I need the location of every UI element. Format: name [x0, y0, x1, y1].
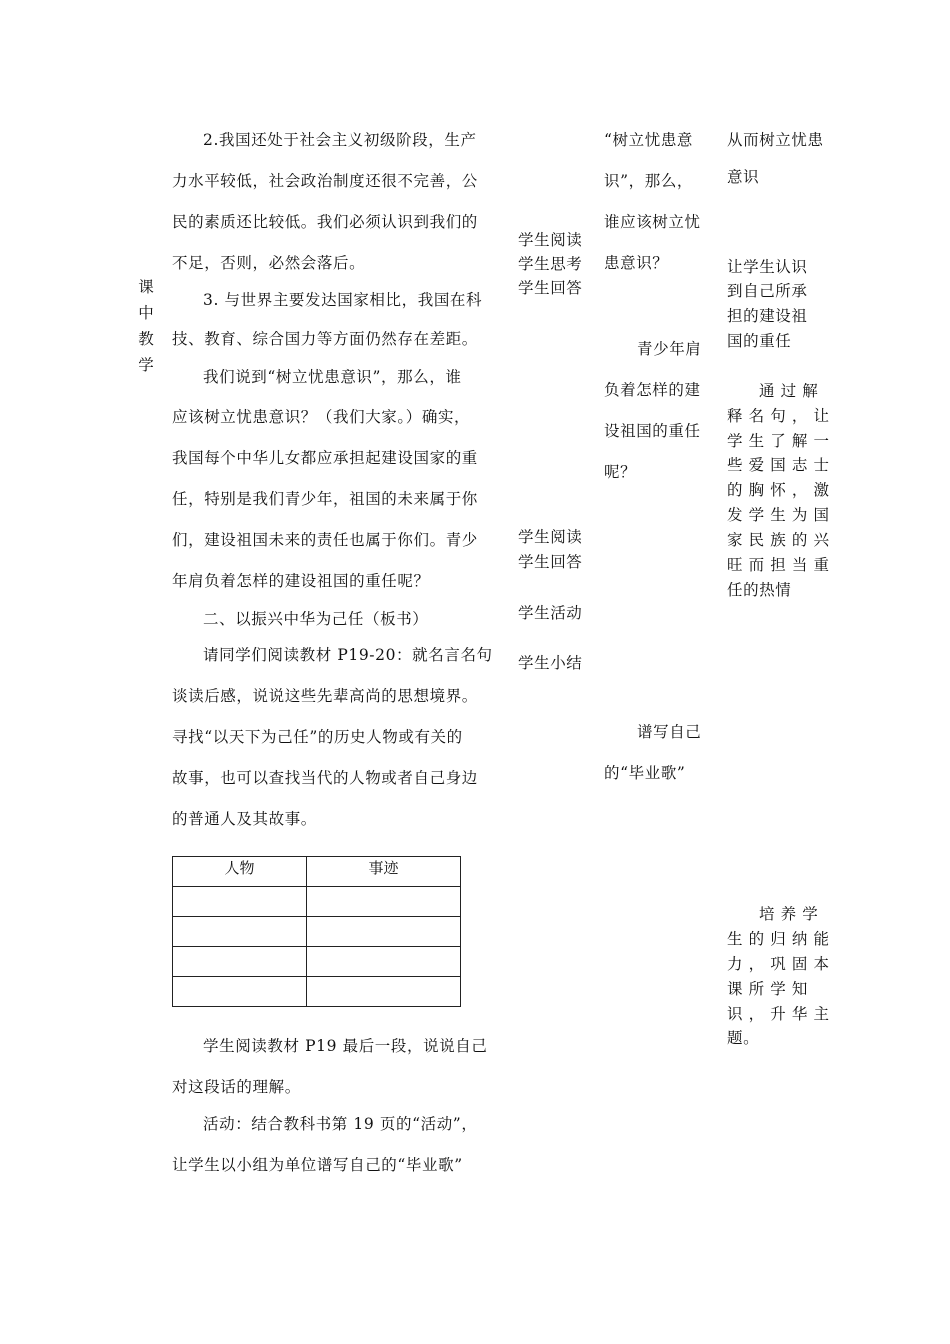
main-line: 学生阅读教材 P19 最后一段，说说自己	[203, 1037, 488, 1055]
intent-line: 识 ， 升 华 主	[727, 1005, 830, 1023]
main-line: 谈读后感，说说这些先辈高尚的思想境界。	[172, 687, 478, 705]
record-table	[172, 856, 461, 1007]
intent-line: 生 的 归 纳 能	[727, 930, 830, 948]
table-row	[173, 947, 461, 977]
table-cell[interactable]	[173, 977, 307, 1007]
student-activity: 学生思考	[518, 255, 583, 273]
intent-line: 意识	[727, 168, 760, 186]
intent-line: 的 胸 怀 ， 激	[727, 481, 830, 499]
intent-line: 国的重任	[727, 332, 792, 350]
intent-line: 家 民 族 的 兴	[727, 531, 830, 549]
main-line: 对这段话的理解。	[172, 1078, 301, 1096]
main-line: 2.我国还处于社会主义初级阶段，生产	[203, 131, 477, 149]
student-activity: 学生阅读	[518, 528, 583, 546]
intent-line: 担的建设祖	[727, 307, 808, 325]
main-line: 们，建设祖国未来的责任也属于你们。青少	[172, 531, 478, 549]
table-cell[interactable]	[173, 917, 307, 947]
table-cell[interactable]	[173, 887, 307, 917]
intent-line: 题。	[727, 1029, 760, 1047]
intent-line: 释 名 句 ， 让	[727, 407, 830, 425]
main-line: 3. 与世界主要发达国家相比，我国在科	[203, 291, 483, 309]
table-cell[interactable]	[307, 947, 461, 977]
table-cell[interactable]	[173, 947, 307, 977]
intent-line: 些 爱 国 志 士	[727, 456, 830, 474]
intent-line: 培 养 学	[759, 905, 819, 923]
question-line: 呢？	[604, 463, 637, 481]
main-line: 年肩负着怎样的建设祖国的重任呢？	[172, 572, 430, 590]
main-line: 请同学们阅读教材 P19-20：就名言名句	[203, 646, 493, 664]
intent-line: 任的热情	[727, 581, 792, 599]
question-line: 患意识？	[604, 254, 669, 272]
section-label-char: 教	[138, 330, 154, 348]
section-label	[136, 274, 156, 378]
table-cell[interactable]	[307, 917, 461, 947]
main-line: 我国每个中华儿女都应承担起建设国家的重	[172, 449, 478, 467]
question-line: 谁应该树立忧	[604, 213, 701, 231]
intent-line: 力 ， 巩 固 本	[727, 955, 830, 973]
intent-line: 通 过 解	[759, 382, 819, 400]
main-line: 寻找“以天下为己任”的历史人物或有关的	[172, 728, 463, 746]
main-line: 民的素质还比较低。我们必须认识到我们的	[172, 213, 478, 231]
main-line: 不足，否则，必然会落后。	[172, 254, 366, 272]
intent-line: 课 所 学 知	[727, 980, 808, 998]
main-line: 应该树立忧患意识？（我们大家。）确实，	[172, 408, 471, 426]
section-label-char: 学	[138, 356, 154, 374]
question-line: 青少年肩	[637, 340, 702, 358]
student-activity: 学生活动	[518, 604, 583, 622]
student-activity: 学生回答	[518, 279, 583, 297]
main-line: 活动：结合教科书第 19 页的“活动”，	[203, 1115, 478, 1133]
section-label-char: 课	[138, 278, 154, 296]
table-row	[173, 887, 461, 917]
section-heading: 二、以振兴中华为己任（板书）	[203, 610, 429, 628]
intent-line: 到自己所承	[727, 282, 808, 300]
intent-line: 让学生认识	[727, 258, 808, 276]
section-label-char: 中	[138, 304, 154, 322]
main-line: 的普通人及其故事。	[172, 810, 317, 828]
intent-line: 发 学 生 为 国	[727, 506, 830, 524]
main-line: 让学生以小组为单位谱写自己的“毕业歌”	[172, 1156, 463, 1174]
table-row	[173, 917, 461, 947]
table-row	[173, 977, 461, 1007]
student-activity: 学生阅读	[518, 231, 583, 249]
question-line: “树立忧患意	[604, 131, 694, 149]
intent-line: 从而树立忧患	[727, 131, 824, 149]
question-line: 设祖国的重任	[604, 422, 701, 440]
table-cell[interactable]	[307, 977, 461, 1007]
table-cell[interactable]	[307, 887, 461, 917]
student-activity: 学生回答	[518, 553, 583, 571]
main-line: 我们说到“树立忧患意识”，那么，谁	[203, 368, 462, 386]
intent-line: 旺 而 担 当 重	[727, 556, 830, 574]
main-line: 任，特别是我们青少年，祖国的未来属于你	[172, 490, 478, 508]
main-line: 技、教育、综合国力等方面仍然存在差距。	[172, 330, 478, 348]
question-line: 的“毕业歌”	[604, 764, 686, 782]
table-header-person: 人物	[173, 857, 307, 887]
main-line: 力水平较低，社会政治制度还很不完善，公	[172, 172, 478, 190]
student-activity: 学生小结	[518, 654, 583, 672]
question-line: 谱写自己	[637, 723, 702, 741]
table-header-row	[173, 857, 461, 887]
table-header-deeds: 事迹	[307, 857, 461, 887]
main-line: 故事，也可以查找当代的人物或者自己身边	[172, 769, 478, 787]
intent-line: 学 生 了 解 一	[727, 432, 830, 450]
question-line: 负着怎样的建	[604, 381, 701, 399]
question-line: 识”，那么，	[604, 172, 694, 190]
